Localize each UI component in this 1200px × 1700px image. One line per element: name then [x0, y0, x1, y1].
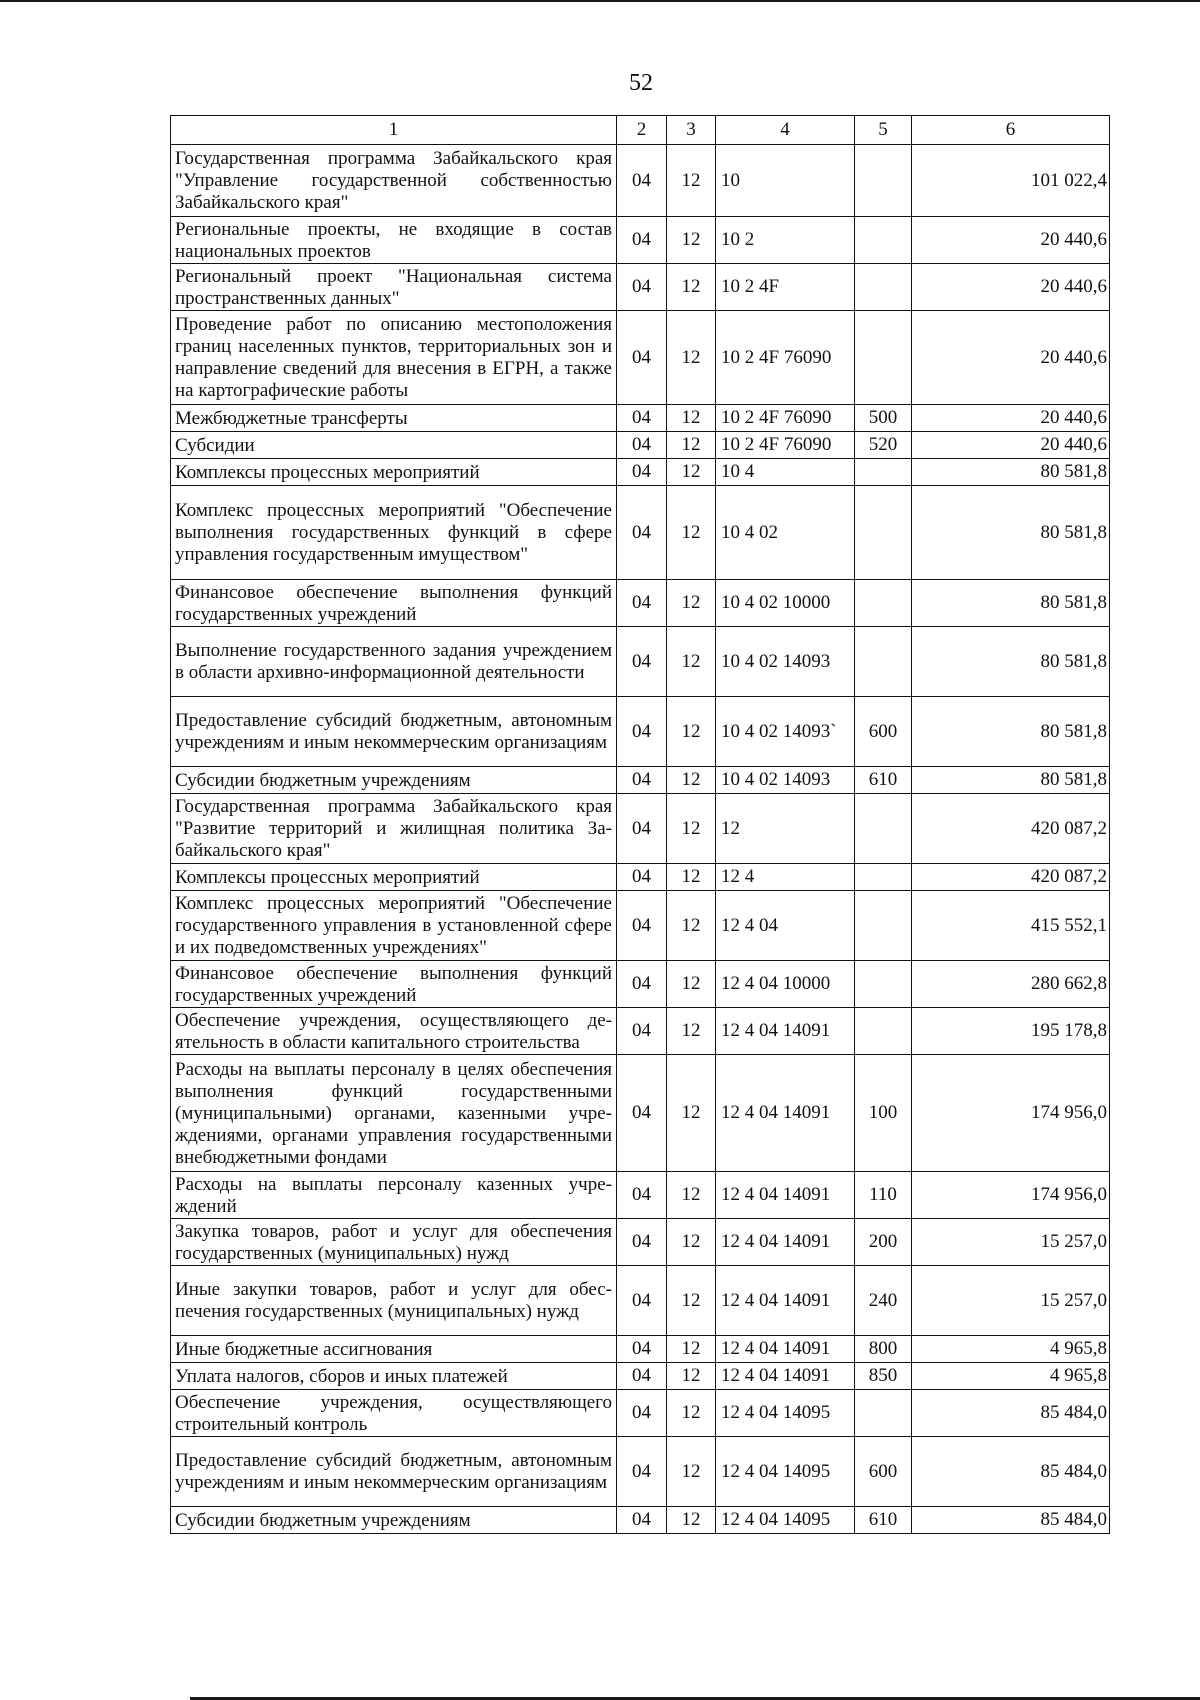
row-target-code: 10 2 4F 76090	[716, 432, 855, 459]
row-name: Расходы на выплаты персоналу в целях обеспечения выполнения функций государственными (муниципальными) органами, казенными учреждениями, органами управления государственными внебюджетными фондами	[171, 1055, 617, 1172]
row-amount: 20 440,6	[912, 432, 1110, 459]
row-amount: 20 440,6	[912, 264, 1110, 311]
row-target-code: 12 4 04 14091	[716, 1172, 855, 1219]
row-subsection: 12	[667, 1172, 716, 1219]
row-name: Комплекс процессных мероприятий "Обеспечение государственного управления в установленной сфере и их подведомственных учреждениях"	[171, 891, 617, 961]
row-name: Межбюджетные трансферты	[171, 405, 617, 432]
row-section: 04	[617, 864, 667, 891]
row-section: 04	[617, 697, 667, 767]
row-subsection: 12	[667, 1363, 716, 1390]
row-section: 04	[617, 1172, 667, 1219]
row-name: Проведение работ по описанию местоположения границ населенных пунктов, территориальных зон и направление сведений для внесения в ЕГРН, а также на картографические работы	[171, 311, 617, 405]
table-row	[171, 580, 1110, 627]
row-amount: 420 087,2	[912, 864, 1110, 891]
table-row	[171, 432, 1110, 459]
row-section: 04	[617, 486, 667, 580]
row-section: 04	[617, 580, 667, 627]
table-row	[171, 627, 1110, 697]
row-subsection: 12	[667, 264, 716, 311]
row-name: Государственная программа Забайкальского края "Управление государственной собственностью Забайкальского края"	[171, 145, 617, 217]
scan-edge-top	[0, 0, 1200, 2]
row-subsection: 12	[667, 311, 716, 405]
row-expense-type: 100	[855, 1055, 912, 1172]
table-row	[171, 1437, 1110, 1507]
table-row	[171, 459, 1110, 486]
row-expense-type: 240	[855, 1266, 912, 1336]
row-target-code: 12 4 04 10000	[716, 961, 855, 1008]
row-subsection: 12	[667, 1336, 716, 1363]
row-expense-type	[855, 1390, 912, 1437]
row-section: 04	[617, 767, 667, 794]
row-amount: 80 581,8	[912, 459, 1110, 486]
row-name: Государственная программа Забайкальского края "Развитие территорий и жилищная политика Забайкальского края"	[171, 794, 617, 864]
row-name: Комплекс процессных мероприятий "Обеспечение выполнения государственных функций в сфере управления государственным имуществом"	[171, 486, 617, 580]
table-row	[171, 1363, 1110, 1390]
row-expense-type	[855, 311, 912, 405]
row-amount: 20 440,6	[912, 405, 1110, 432]
row-name: Субсидии бюджетным учреждениям	[171, 767, 617, 794]
row-amount: 4 965,8	[912, 1336, 1110, 1363]
row-target-code: 12 4 04 14091	[716, 1266, 855, 1336]
table-body	[171, 145, 1110, 1534]
row-subsection: 12	[667, 891, 716, 961]
row-expense-type: 520	[855, 432, 912, 459]
table-row	[171, 145, 1110, 217]
row-expense-type: 610	[855, 767, 912, 794]
row-section: 04	[617, 405, 667, 432]
row-section: 04	[617, 1266, 667, 1336]
row-amount: 415 552,1	[912, 891, 1110, 961]
row-section: 04	[617, 1219, 667, 1266]
row-target-code: 12 4 04	[716, 891, 855, 961]
table-row	[171, 1266, 1110, 1336]
table-row	[171, 891, 1110, 961]
row-amount: 101 022,4	[912, 145, 1110, 217]
row-name: Комплексы процессных мероприятий	[171, 459, 617, 486]
header-col-1: 1	[171, 116, 617, 145]
row-name: Комплексы процессных мероприятий	[171, 864, 617, 891]
row-target-code: 10 2 4F 76090	[716, 405, 855, 432]
row-amount: 80 581,8	[912, 580, 1110, 627]
row-expense-type: 850	[855, 1363, 912, 1390]
row-subsection: 12	[667, 580, 716, 627]
row-expense-type	[855, 1008, 912, 1055]
row-amount: 174 956,0	[912, 1172, 1110, 1219]
row-section: 04	[617, 1507, 667, 1534]
row-section: 04	[617, 1055, 667, 1172]
row-target-code: 12 4 04 14091	[716, 1363, 855, 1390]
header-col-4: 4	[716, 116, 855, 145]
row-amount: 15 257,0	[912, 1219, 1110, 1266]
table-row	[171, 1008, 1110, 1055]
row-amount: 15 257,0	[912, 1266, 1110, 1336]
row-name: Предоставление субсидий бюджетным, автономным учреждениям и иным некоммерческим организациям	[171, 697, 617, 767]
row-target-code: 12 4 04 14095	[716, 1390, 855, 1437]
row-expense-type	[855, 891, 912, 961]
table-row	[171, 264, 1110, 311]
row-amount: 80 581,8	[912, 697, 1110, 767]
row-subsection: 12	[667, 794, 716, 864]
row-target-code: 12 4 04 14091	[716, 1008, 855, 1055]
row-expense-type	[855, 145, 912, 217]
row-name: Региональный проект "Национальная система пространственных данных"	[171, 264, 617, 311]
row-target-code: 10 4 02 14093	[716, 767, 855, 794]
table-row	[171, 864, 1110, 891]
table-row	[171, 217, 1110, 264]
row-name: Субсидии	[171, 432, 617, 459]
row-section: 04	[617, 311, 667, 405]
row-target-code: 12 4 04 14091	[716, 1219, 855, 1266]
row-subsection: 12	[667, 1219, 716, 1266]
row-target-code: 10 4	[716, 459, 855, 486]
row-expense-type	[855, 580, 912, 627]
row-subsection: 12	[667, 1437, 716, 1507]
row-target-code: 12 4 04 14095	[716, 1437, 855, 1507]
table-row	[171, 1390, 1110, 1437]
header-col-6: 6	[912, 116, 1110, 145]
row-target-code: 10	[716, 145, 855, 217]
row-expense-type	[855, 217, 912, 264]
row-target-code: 10 2 4F	[716, 264, 855, 311]
row-section: 04	[617, 145, 667, 217]
row-subsection: 12	[667, 405, 716, 432]
row-subsection: 12	[667, 217, 716, 264]
row-section: 04	[617, 264, 667, 311]
row-expense-type	[855, 794, 912, 864]
row-target-code: 12 4 04 14091	[716, 1336, 855, 1363]
row-section: 04	[617, 891, 667, 961]
row-expense-type: 500	[855, 405, 912, 432]
page-number: 52	[629, 70, 653, 96]
table-row	[171, 767, 1110, 794]
row-amount: 280 662,8	[912, 961, 1110, 1008]
row-target-code: 10 4 02 14093	[716, 627, 855, 697]
table-row	[171, 405, 1110, 432]
row-name: Выполнение государственного задания учреждением в области архивно-информационной деятельности	[171, 627, 617, 697]
row-name: Региональные проекты, не входящие в состав национальных проектов	[171, 217, 617, 264]
row-name: Уплата налогов, сборов и иных платежей	[171, 1363, 617, 1390]
row-expense-type	[855, 864, 912, 891]
row-subsection: 12	[667, 1055, 716, 1172]
row-expense-type: 610	[855, 1507, 912, 1534]
row-section: 04	[617, 1390, 667, 1437]
table-row	[171, 697, 1110, 767]
row-amount: 85 484,0	[912, 1507, 1110, 1534]
row-subsection: 12	[667, 864, 716, 891]
row-name: Финансовое обеспечение выполнения функций государственных учреждений	[171, 961, 617, 1008]
row-target-code: 10 4 02	[716, 486, 855, 580]
row-subsection: 12	[667, 697, 716, 767]
table-row	[171, 1219, 1110, 1266]
row-amount: 80 581,8	[912, 627, 1110, 697]
row-section: 04	[617, 1437, 667, 1507]
row-expense-type: 600	[855, 1437, 912, 1507]
budget-table	[170, 115, 1110, 1534]
row-expense-type	[855, 627, 912, 697]
row-name: Иные закупки товаров, работ и услуг для обеспечения государственных (муниципальных) нужд	[171, 1266, 617, 1336]
row-name: Финансовое обеспечение выполнения функций государственных учреждений	[171, 580, 617, 627]
row-name: Закупка товаров, работ и услуг для обеспечения государственных (муниципальных) нужд	[171, 1219, 617, 1266]
row-expense-type	[855, 459, 912, 486]
table-row	[171, 1336, 1110, 1363]
row-amount: 20 440,6	[912, 217, 1110, 264]
row-target-code: 12	[716, 794, 855, 864]
table-row	[171, 311, 1110, 405]
table-row	[171, 1055, 1110, 1172]
row-name: Обеспечение учреждения, осуществляющего деятельность в области капитального строительства	[171, 1008, 617, 1055]
row-amount: 420 087,2	[912, 794, 1110, 864]
row-target-code: 10 4 02 10000	[716, 580, 855, 627]
row-section: 04	[617, 794, 667, 864]
row-section: 04	[617, 1008, 667, 1055]
row-name: Предоставление субсидий бюджетным, автономным учреждениям и иным некоммерческим организациям	[171, 1437, 617, 1507]
row-subsection: 12	[667, 145, 716, 217]
row-subsection: 12	[667, 1008, 716, 1055]
row-expense-type: 200	[855, 1219, 912, 1266]
row-subsection: 12	[667, 459, 716, 486]
row-amount: 85 484,0	[912, 1390, 1110, 1437]
table-row	[171, 961, 1110, 1008]
row-target-code: 10 4 02 14093`	[716, 697, 855, 767]
row-expense-type: 800	[855, 1336, 912, 1363]
row-subsection: 12	[667, 1390, 716, 1437]
row-subsection: 12	[667, 432, 716, 459]
row-target-code: 12 4	[716, 864, 855, 891]
header-col-5: 5	[855, 116, 912, 145]
row-section: 04	[617, 627, 667, 697]
row-amount: 195 178,8	[912, 1008, 1110, 1055]
row-amount: 174 956,0	[912, 1055, 1110, 1172]
row-amount: 4 965,8	[912, 1363, 1110, 1390]
row-expense-type: 110	[855, 1172, 912, 1219]
row-subsection: 12	[667, 1266, 716, 1336]
table-row	[171, 1507, 1110, 1534]
table-row	[171, 486, 1110, 580]
row-expense-type	[855, 486, 912, 580]
row-subsection: 12	[667, 627, 716, 697]
row-section: 04	[617, 217, 667, 264]
row-expense-type: 600	[855, 697, 912, 767]
row-expense-type	[855, 961, 912, 1008]
row-section: 04	[617, 432, 667, 459]
header-col-2: 2	[617, 116, 667, 145]
table-row	[171, 1172, 1110, 1219]
row-target-code: 10 2	[716, 217, 855, 264]
row-amount: 85 484,0	[912, 1437, 1110, 1507]
row-subsection: 12	[667, 767, 716, 794]
row-subsection: 12	[667, 1507, 716, 1534]
row-name: Обеспечение учреждения, осуществляющего строительный контроль	[171, 1390, 617, 1437]
row-name: Иные бюджетные ассигнования	[171, 1336, 617, 1363]
table-header-row	[171, 116, 1110, 145]
row-section: 04	[617, 1363, 667, 1390]
row-name: Расходы на выплаты персоналу казенных учреждений	[171, 1172, 617, 1219]
row-target-code: 10 2 4F 76090	[716, 311, 855, 405]
row-subsection: 12	[667, 961, 716, 1008]
row-amount: 80 581,8	[912, 767, 1110, 794]
row-amount: 20 440,6	[912, 311, 1110, 405]
row-target-code: 12 4 04 14095	[716, 1507, 855, 1534]
row-expense-type	[855, 264, 912, 311]
header-col-3: 3	[667, 116, 716, 145]
row-amount: 80 581,8	[912, 486, 1110, 580]
row-section: 04	[617, 1336, 667, 1363]
row-section: 04	[617, 459, 667, 486]
row-name: Субсидии бюджетным учреждениям	[171, 1507, 617, 1534]
table-row	[171, 794, 1110, 864]
row-section: 04	[617, 961, 667, 1008]
row-subsection: 12	[667, 486, 716, 580]
row-target-code: 12 4 04 14091	[716, 1055, 855, 1172]
